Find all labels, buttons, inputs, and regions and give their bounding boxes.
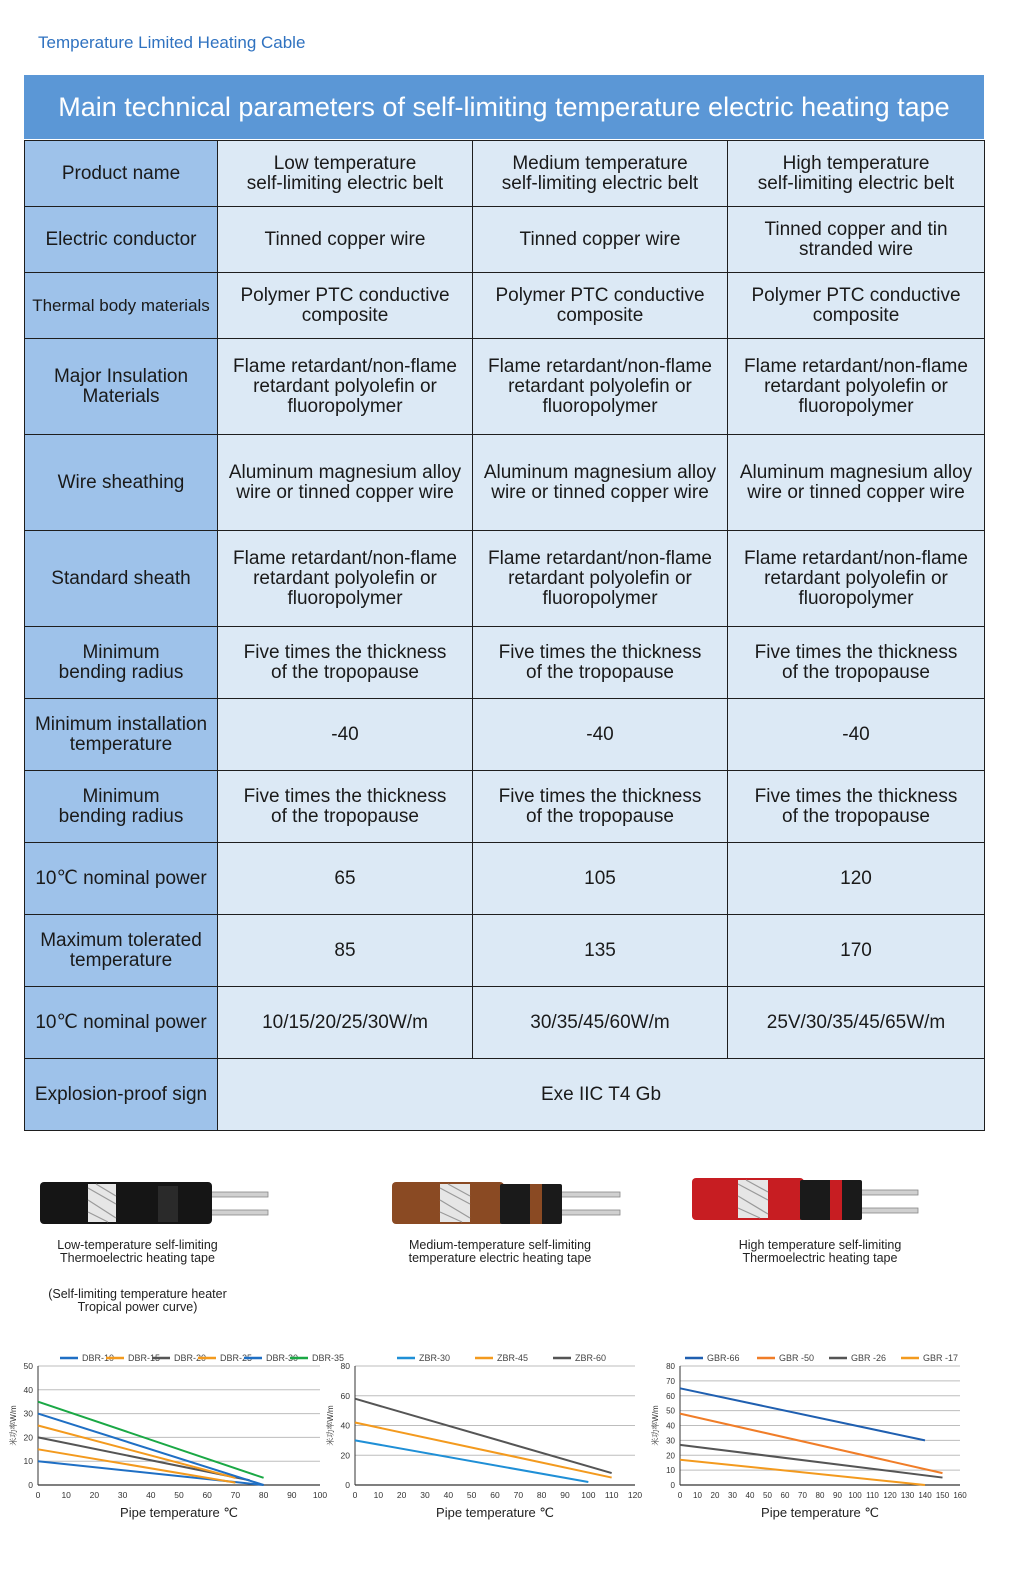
- row-label: Thermal body materials: [25, 273, 218, 339]
- row-value: 135: [473, 915, 728, 987]
- table-row: [25, 771, 985, 843]
- table-row: [25, 339, 985, 435]
- x-tick-label: 30: [117, 1490, 128, 1500]
- y-axis-label: 米功率W/m: [9, 1405, 18, 1446]
- series-line-dbr-25: [38, 1426, 235, 1478]
- row-label: Wire sheathing: [25, 435, 218, 531]
- x-tick-label: 80: [536, 1490, 547, 1500]
- row-value: Five times the thickness of the tropopause: [473, 771, 728, 843]
- table-row: [25, 531, 985, 627]
- row-value: Polymer PTC conductive composite: [473, 273, 728, 339]
- x-tick-label: 0: [677, 1491, 683, 1500]
- x-tick-label: 80: [815, 1491, 825, 1500]
- row-value: Five times the thickness of the tropopause: [218, 771, 473, 843]
- row-value: Tinned copper and tin stranded wire: [728, 207, 985, 273]
- chart-gbr: [651, 1340, 985, 1530]
- series-line-zbr-60: [355, 1399, 612, 1473]
- series-line-dbr-30: [38, 1414, 264, 1485]
- x-tick-label: 50: [763, 1491, 772, 1500]
- x-tick-label: 100: [312, 1490, 328, 1500]
- x-tick-label: 60: [780, 1491, 790, 1500]
- y-tick-label: 50: [666, 1406, 675, 1416]
- product-caption-low: Low-temperature self-limiting Thermoelectric heating tape: [57, 1238, 218, 1265]
- page-label: Temperature Limited Heating Cable: [38, 33, 306, 52]
- x-tick-label: 20: [396, 1490, 407, 1500]
- row-value: 170: [728, 915, 985, 987]
- legend-label: DBR-35: [312, 1353, 345, 1363]
- row-label: 10℃ nominal power: [25, 843, 218, 915]
- y-tick-label: 40: [340, 1420, 350, 1431]
- row-value: Aluminum magnesium alloy wire or tinned copper wire: [218, 435, 473, 531]
- chart-zbr: [325, 1340, 655, 1530]
- row-value: Flame retardant/non-flame retardant polyolefin or fluoropolymer: [473, 339, 728, 435]
- x-tick-label: 10: [373, 1490, 384, 1500]
- table-row: [25, 627, 985, 699]
- row-value: -40: [728, 699, 985, 771]
- chart-dbr: [0, 1340, 345, 1530]
- row-label: Maximum tolerated temperature: [25, 915, 218, 987]
- x-tick-label: 140: [918, 1491, 932, 1500]
- legend-label: GBR -26: [851, 1353, 887, 1363]
- x-tick-label: 20: [710, 1491, 720, 1500]
- x-tick-label: 90: [287, 1490, 297, 1500]
- row-value: Medium temperature self-limiting electric belt: [473, 141, 728, 207]
- y-tick-label: 0: [28, 1480, 33, 1490]
- row-label: 10℃ nominal power: [25, 987, 218, 1059]
- x-axis-label: Pipe temperature ℃: [436, 1505, 554, 1520]
- product-caption-high: High temperature self-limiting Thermoelectric heating tape: [738, 1238, 902, 1265]
- x-tick-label: 30: [420, 1490, 430, 1500]
- row-value: 120: [728, 843, 985, 915]
- row-value: Five times the thickness of the tropopause: [218, 627, 473, 699]
- x-tick-label: 50: [466, 1490, 477, 1500]
- table-row: [25, 1059, 985, 1131]
- row-value: Five times the thickness of the tropopause: [728, 627, 985, 699]
- y-tick-label: 40: [23, 1384, 33, 1395]
- row-label: Explosion-proof sign: [25, 1059, 218, 1131]
- row-value: Flame retardant/non-flame retardant polyolefin or fluoropolymer: [728, 531, 985, 627]
- y-tick-label: 70: [666, 1376, 675, 1386]
- y-tick-label: 20: [340, 1450, 350, 1461]
- banner-title: Main technical parameters of self-limiting temperature electric heating tape: [24, 75, 984, 139]
- x-tick-label: 50: [174, 1490, 184, 1500]
- high-temperature-cable-image: [690, 1170, 922, 1230]
- y-tick-label: 10: [666, 1466, 675, 1476]
- row-value: Five times the thickness of the tropopause: [473, 627, 728, 699]
- row-value: Tinned copper wire: [473, 207, 728, 273]
- legend-label: DBR-15: [128, 1353, 161, 1363]
- table-row: [25, 141, 985, 207]
- row-label: Product name: [25, 141, 218, 207]
- x-tick-label: 100: [581, 1490, 596, 1500]
- legend-label: ZBR-60: [575, 1353, 607, 1363]
- x-tick-label: 80: [258, 1490, 269, 1500]
- row-value: Polymer PTC conductive composite: [728, 273, 985, 339]
- x-tick-label: 130: [900, 1491, 915, 1500]
- row-value: -40: [473, 699, 728, 771]
- row-value: 25V/30/35/45/65W/m: [728, 987, 985, 1059]
- legend-label: ZBR-30: [419, 1353, 451, 1363]
- x-tick-label: 40: [443, 1490, 454, 1500]
- row-value: -40: [218, 699, 473, 771]
- table-row: [25, 435, 985, 531]
- y-tick-label: 10: [23, 1456, 33, 1467]
- x-tick-label: 0: [352, 1490, 358, 1500]
- x-tick-label: 60: [202, 1490, 212, 1500]
- row-value: High temperature self-limiting electric belt: [728, 141, 985, 207]
- y-tick-label: 20: [23, 1432, 33, 1443]
- x-axis-label: Pipe temperature ℃: [120, 1505, 238, 1520]
- x-tick-label: 120: [883, 1491, 897, 1500]
- medium-temperature-cable-image: [390, 1174, 622, 1234]
- table-row: [25, 273, 985, 339]
- series-line-gbr-17: [680, 1460, 925, 1485]
- table-row: [25, 699, 985, 771]
- row-label: Major Insulation Materials: [25, 339, 218, 435]
- x-tick-label: 40: [146, 1490, 156, 1500]
- legend-label: DBR-10: [82, 1353, 115, 1363]
- table-row: [25, 207, 985, 273]
- row-value: Aluminum magnesium alloy wire or tinned copper wire: [728, 435, 985, 531]
- x-tick-label: 70: [798, 1491, 807, 1500]
- row-value: 65: [218, 843, 473, 915]
- table-row: [25, 987, 985, 1059]
- parameters-table: [24, 140, 985, 1131]
- table-row: [25, 915, 985, 987]
- table-row: [25, 843, 985, 915]
- legend-label: GBR -17: [923, 1353, 959, 1363]
- legend-label: GBR -50: [779, 1353, 815, 1363]
- x-tick-label: 10: [61, 1490, 71, 1500]
- row-value: 30/35/45/60W/m: [473, 987, 728, 1059]
- row-value: Aluminum magnesium alloy wire or tinned copper wire: [473, 435, 728, 531]
- y-tick-label: 0: [670, 1481, 675, 1490]
- row-value: Flame retardant/non-flame retardant polyolefin or fluoropolymer: [218, 339, 473, 435]
- y-tick-label: 80: [666, 1362, 675, 1371]
- x-tick-label: 70: [230, 1490, 241, 1500]
- row-value: Flame retardant/non-flame retardant polyolefin or fluoropolymer: [218, 531, 473, 627]
- row-label: Minimum bending radius: [25, 627, 218, 699]
- legend-label: GBR-66: [707, 1353, 740, 1363]
- y-tick-label: 20: [666, 1451, 675, 1461]
- x-tick-label: 10: [693, 1491, 702, 1500]
- y-tick-label: 60: [340, 1390, 350, 1401]
- power-curve-note: (Self-limiting temperature heater Tropical power curve): [48, 1287, 227, 1314]
- explosion-proof-value: Exe IIC T4 Gb: [218, 1059, 985, 1131]
- y-tick-label: 40: [666, 1421, 675, 1431]
- product-caption-medium: Medium-temperature self-limiting temperature electric heating tape: [408, 1238, 592, 1265]
- x-axis-label: Pipe temperature ℃: [761, 1505, 879, 1520]
- x-tick-label: 110: [604, 1490, 619, 1500]
- row-value: Flame retardant/non-flame retardant polyolefin or fluoropolymer: [473, 531, 728, 627]
- row-value: 85: [218, 915, 473, 987]
- row-label: Standard sheath: [25, 531, 218, 627]
- x-tick-label: 30: [728, 1491, 737, 1500]
- y-tick-label: 50: [23, 1361, 33, 1371]
- y-tick-label: 60: [666, 1391, 675, 1401]
- legend-label: DBR-30: [266, 1353, 299, 1363]
- legend-label: DBR-20: [174, 1353, 207, 1363]
- legend-label: DBR-25: [220, 1353, 253, 1363]
- x-tick-label: 90: [833, 1491, 842, 1500]
- row-value: 10/15/20/25/30W/m: [218, 987, 473, 1059]
- x-tick-label: 40: [745, 1491, 755, 1500]
- x-tick-label: 160: [953, 1491, 967, 1500]
- x-tick-label: 0: [35, 1490, 41, 1500]
- product-photos: [0, 1160, 1026, 1300]
- row-value: Polymer PTC conductive composite: [218, 273, 473, 339]
- y-axis-label: 米功率W/m: [651, 1405, 660, 1446]
- row-label: Minimum installation temperature: [25, 699, 218, 771]
- x-tick-label: 150: [935, 1491, 950, 1500]
- y-tick-label: 30: [23, 1408, 33, 1419]
- x-tick-label: 90: [560, 1490, 570, 1500]
- row-label: Electric conductor: [25, 207, 218, 273]
- series-line-zbr-45: [355, 1423, 612, 1478]
- y-axis-label: 米功率W/m: [326, 1405, 335, 1446]
- x-tick-label: 100: [848, 1491, 862, 1500]
- y-tick-label: 0: [345, 1480, 350, 1490]
- x-tick-label: 20: [89, 1490, 100, 1500]
- x-tick-label: 60: [490, 1490, 500, 1500]
- row-value: Five times the thickness of the tropopause: [728, 771, 985, 843]
- row-value: Low temperature self-limiting electric belt: [218, 141, 473, 207]
- x-tick-label: 70: [513, 1490, 524, 1500]
- row-value: Tinned copper wire: [218, 207, 473, 273]
- x-tick-label: 120: [627, 1490, 643, 1500]
- legend-label: ZBR-45: [497, 1353, 529, 1363]
- y-tick-label: 30: [666, 1436, 675, 1446]
- row-label: Minimum bending radius: [25, 771, 218, 843]
- row-value: 105: [473, 843, 728, 915]
- y-tick-label: 80: [340, 1361, 350, 1371]
- row-value: Flame retardant/non-flame retardant polyolefin or fluoropolymer: [728, 339, 985, 435]
- low-temperature-cable-image: [38, 1174, 270, 1234]
- x-tick-label: 110: [866, 1491, 879, 1500]
